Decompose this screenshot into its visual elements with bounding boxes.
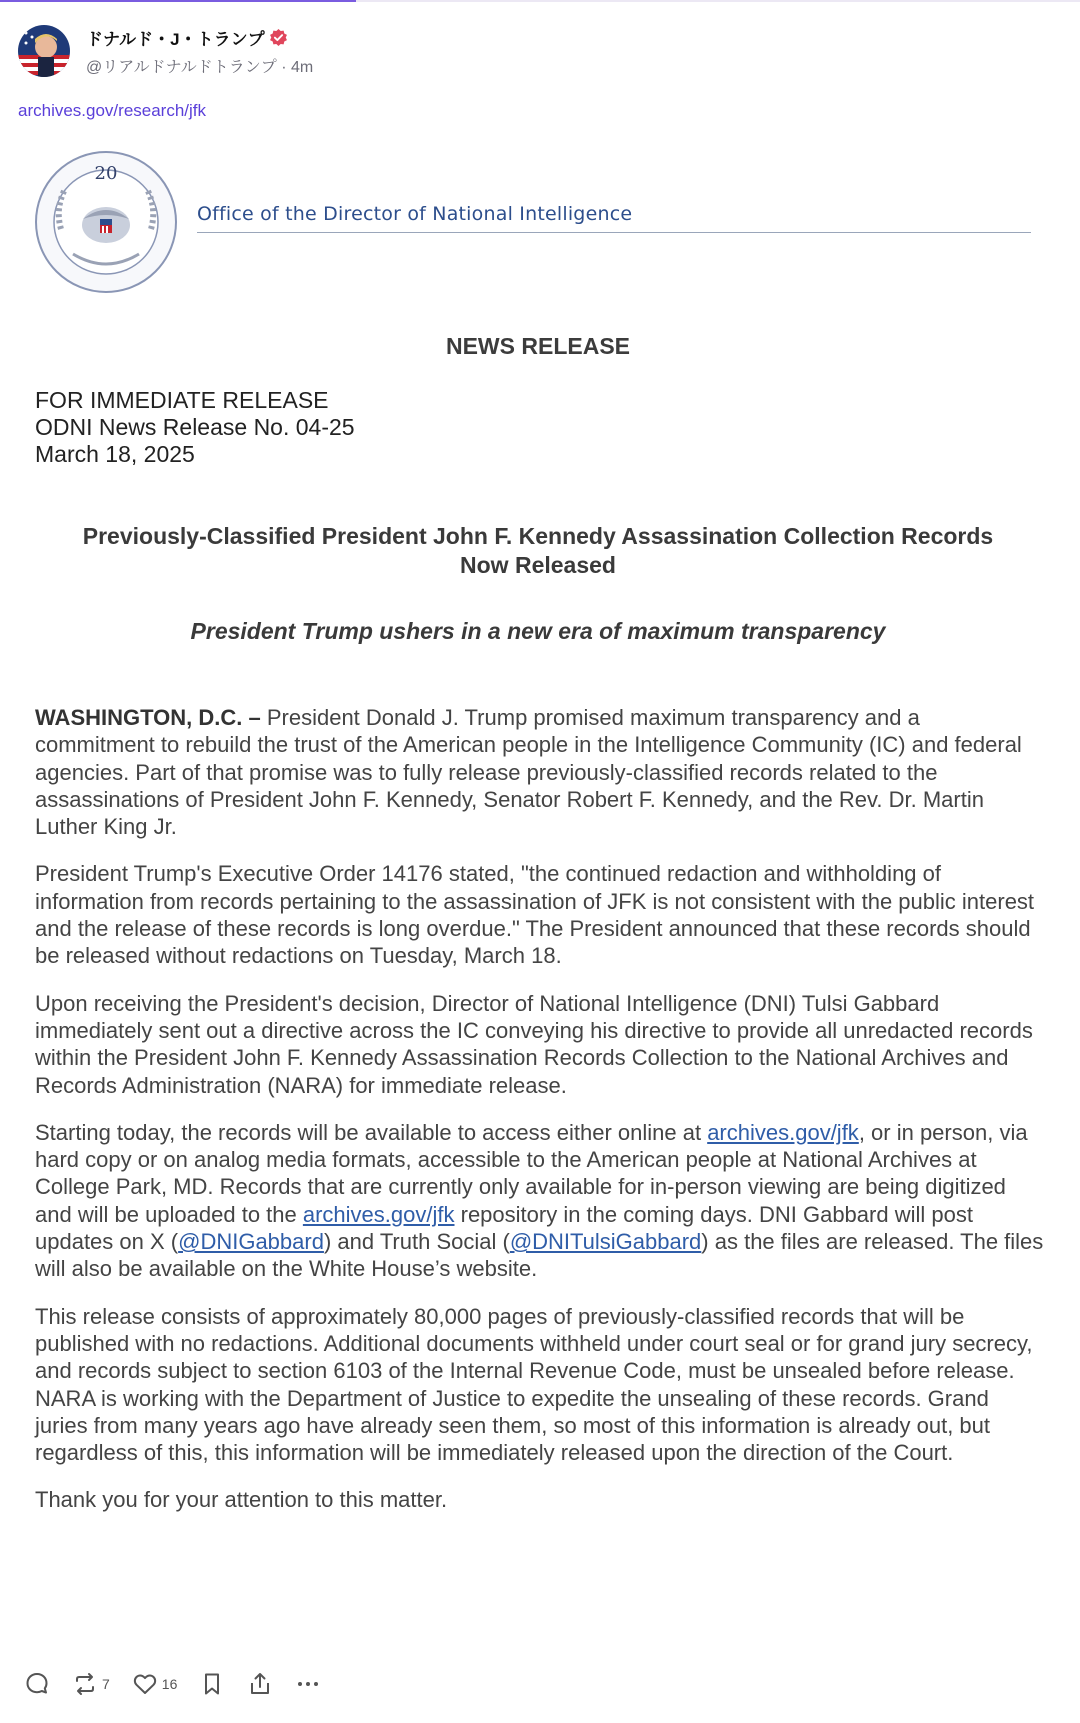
bookmark-icon	[199, 1671, 225, 1697]
divider	[197, 232, 1031, 233]
paragraph-3: Upon receiving the President's decision, Director of National Intelligence (DNI) Tulsi Gabbard immediately sent out a directive across the IC conveying his directive to provide all unredacted records within the President John F. Kennedy Assassination Records Collection to the National Archives and Records Administration (NARA) for immediate release.	[35, 990, 1033, 1098]
paragraph-4-text-b: , or in person, via hard copy or on analog media formats, accessible to the American people at National Archives at College Park, MD. Records that are currently only available for in-person viewing are being digitized and will be uploaded to the	[35, 1119, 1028, 1227]
repost-icon	[72, 1671, 98, 1697]
paragraph-2: President Trump's Executive Order 14176 stated, "the continued redaction and withholding of information from records pertaining to the assassination of JFK is not consistent with the public interest and the release of these records is long overdue." The President announced that these records should be released without redactions on Tuesday, March 18.	[35, 861, 1035, 969]
author-row	[86, 26, 313, 50]
headline-line-1: Previously-Classified President John F. Kennedy Assassination Collection Records	[82, 523, 994, 549]
more-button[interactable]	[295, 1671, 321, 1697]
post-meta	[86, 26, 313, 77]
paragraph-4	[35, 1119, 1045, 1283]
paragraph-1-text: President Donald J. Trump promised maximum transparency and a commitment to rebuild the trust of the American people in the Intelligence Community (IC) and federal agencies. Part of that promise was to fully release previously-classified records related to the assassinations of President John F. Kennedy, Senator Robert F. Kennedy, and the Rev. Dr. Martin Luther King Jr.	[35, 705, 1022, 840]
x-handle-link[interactable]: @DNIGabbard	[178, 1229, 324, 1255]
paragraph-1	[35, 704, 1045, 840]
archives-link-1[interactable]: archives.gov/jfk	[707, 1119, 859, 1145]
verified-badge-icon	[269, 28, 288, 47]
seal-number: 20	[94, 163, 118, 184]
news-release-heading: NEWS RELEASE	[445, 333, 631, 359]
post-time[interactable]: 4m	[291, 58, 314, 76]
archives-link-2[interactable]: archives.gov/jfk	[302, 1201, 455, 1227]
progress-bar	[0, 0, 1080, 2]
truth-social-handle-link[interactable]: @DNITulsiGabbard	[509, 1229, 702, 1255]
share-icon	[247, 1671, 273, 1697]
repost-count: 7	[102, 1676, 110, 1692]
release-body	[35, 704, 1045, 1534]
odni-title: Office of the Director of National Intelligence	[197, 203, 633, 225]
paragraph-4-text-c: repository in the coming days. DNI Gabbard will post updates on X (	[35, 1201, 973, 1255]
paragraph-6: Thank you for your attention to this matter.	[35, 1487, 448, 1513]
news-release-image[interactable]	[18, 140, 1058, 1640]
subheadline: President Trump ushers in a new era of maximum transparency	[190, 618, 886, 644]
dateline: WASHINGTON, D.C. –	[35, 705, 261, 730]
headline	[18, 522, 1058, 580]
release-date: March 18, 2025	[35, 441, 195, 467]
share-button[interactable]	[247, 1671, 273, 1697]
release-info	[35, 387, 355, 468]
paragraph-4-text-e: ) as the files are released. The files will also be available on the White House’s website.	[35, 1229, 1044, 1282]
release-line: FOR IMMEDIATE RELEASE	[35, 387, 329, 413]
bookmark-button[interactable]	[199, 1671, 225, 1697]
avatar[interactable]	[18, 25, 70, 77]
reply-icon	[24, 1671, 50, 1697]
post-header	[18, 23, 313, 79]
like-count: 16	[161, 1676, 178, 1692]
post-actions	[24, 1666, 343, 1702]
release-number: ODNI News Release No. 04-25	[35, 414, 355, 440]
paragraph-4-text-a: Starting today, the records will be available to access either online at	[35, 1119, 708, 1145]
post-link[interactable]: archives.gov/research/jfk	[18, 101, 207, 120]
handle-row	[86, 54, 313, 77]
reply-button[interactable]	[24, 1671, 50, 1697]
author-name[interactable]: ドナルド・J・トランプ	[86, 30, 265, 49]
more-icon	[295, 1671, 321, 1697]
paragraph-4-text-d: ) and Truth Social (	[323, 1229, 510, 1255]
progress-bar-fill	[0, 0, 356, 2]
heart-icon	[132, 1671, 158, 1697]
like-button[interactable]	[132, 1671, 178, 1697]
repost-button[interactable]	[72, 1671, 110, 1697]
author-handle[interactable]: @リアルドナルドトランプ	[86, 58, 277, 76]
headline-line-2: Now Released	[460, 552, 616, 578]
meta-separator: ·	[276, 58, 292, 76]
paragraph-5: This release consists of approximately 80,000 pages of previously-classified records that will be published with no redactions. Additional documents withheld under court seal or for grand jury secrecy, and records subject to section 6103 of the Internal Revenue Code, must be unsealed before release. NARA is working with the Department of Justice to expedite the unsealing of these records. Grand juries from many years ago have already seen them, so most of this information is already out, but regardless of this, this information will be immediately released upon the direction of the Court.	[35, 1303, 1033, 1466]
odni-seal-icon	[33, 149, 179, 295]
